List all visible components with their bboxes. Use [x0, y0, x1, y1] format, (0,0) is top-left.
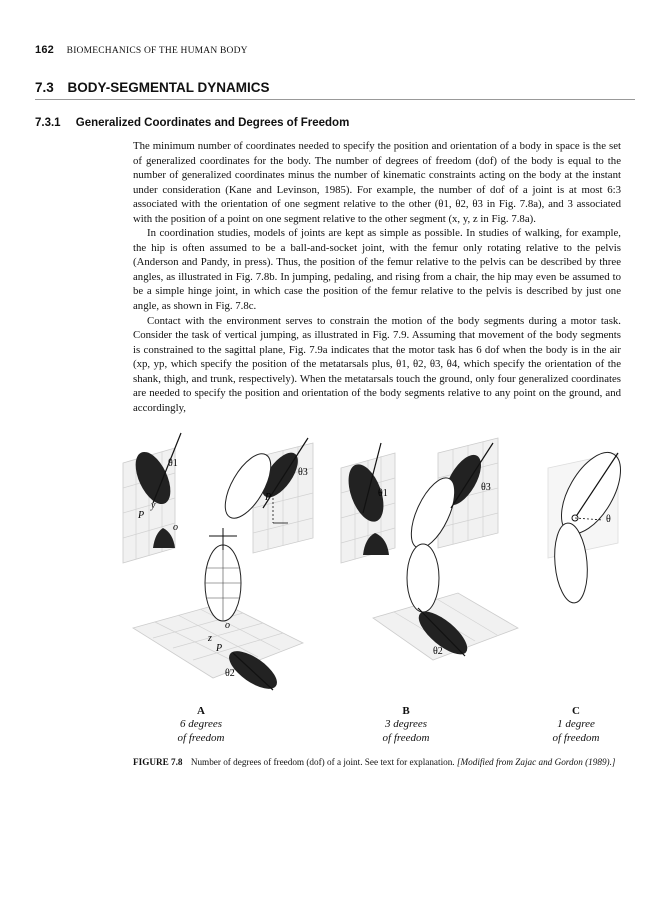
- label-theta1-b: θ1: [378, 488, 388, 499]
- running-head: [35, 44, 635, 56]
- paragraph-1: The minimum number of coordinates needed to specify the position and orientation of a body in space is the set of generalized coordinates for the body. The number of degrees of freedom (dof) of the body is equal to the number of generalized coordinates minus the number of kinematic constraints acting on the body at the instant under consideration (Kane and Levinson, 1985). For example, the number of dof of a joint is at most 6:3 associated with the orientation of one segment relative to the other (θ1, θ2, θ3 in Fig. 7.8a), and 3 associated with the position of a point on one segment relative to the other segment (x, y, z in Fig. 7.8a).: [133, 140, 621, 225]
- figure-caption-text: Number of degrees of freedom (dof) of a joint. See text for explanation.: [190, 757, 455, 767]
- paragraph-3: Contact with the environment serves to constrain the motion of the body segments during a motor task. Consider the task of vertical jumping, as illustrated in Fig. 7.9. Assuming that movement of the body segments is constrained to the sagittal plane, Fig. 7.9a indicates that the motor task has 6 dof when the body is in the air (xp, yp, which specify the position of the metatarsals plus, θ1, θ2, θ3, θ4, which specify the orientation of the shank, thigh, and trunk, respectively). When the metatarsals touch the ground, only four generalized coordinates are needed to specify the position and orientation of the body segments relative to any point on the ground, and accordingly,: [133, 314, 621, 414]
- joint-dof-illustration: [113, 428, 633, 698]
- label-theta1-a: θ1: [168, 458, 178, 469]
- label-p-upper-a: P: [265, 492, 272, 503]
- panel-c-illustration: [548, 443, 633, 604]
- paragraph-2: In coordination studies, models of joints are kept as simple as possible. In studies of walking, for example, the hip is often assumed to be a ball-and-socket joint, with the femur only rotating relative to the pelvis (Anderson and Pandy, in press). Thus, the position of the femur relative to the pelvis can be described by three angles, as illustrated in Fig. 7.8b. In jumping, pedaling, and rising from a chair, the hip may even be assumed to be a simple hinge joint, in which case the position of the femur relative to the pelvis is described by just one angle, as shown in Fig. 7.8c.: [133, 227, 621, 313]
- panel-b-line2: of freedom: [382, 732, 430, 744]
- figure-7-8: [113, 428, 633, 698]
- label-theta2-a: θ2: [225, 668, 235, 679]
- label-theta2-b: θ2: [433, 646, 443, 657]
- section-heading: [35, 80, 635, 100]
- panel-b-illustration: [341, 438, 518, 661]
- label-theta3-b: θ3: [481, 482, 491, 493]
- panel-b-caption: [341, 705, 471, 745]
- figure-caption-label: FIGURE 7.8: [133, 757, 183, 767]
- label-p-a: P: [138, 510, 145, 521]
- panel-b-line1: 3 degrees: [384, 718, 428, 730]
- section-number: 7.3: [35, 80, 54, 95]
- body-text: [133, 139, 621, 415]
- label-theta-c: θ: [606, 514, 611, 525]
- panel-b-letter: B: [402, 705, 410, 717]
- figure-caption-source: [Modified from Zajac and Gordon (1989).]: [456, 757, 616, 767]
- label-y-a: y: [151, 500, 156, 511]
- subsection-heading: [35, 117, 635, 129]
- label-o-a: o: [173, 522, 178, 533]
- panel-c-line2: of freedom: [552, 732, 600, 744]
- section-title: BODY-SEGMENTAL DYNAMICS: [67, 80, 270, 95]
- label-z-a: z: [208, 633, 212, 644]
- book-title: BIOMECHANICS OF THE HUMAN BODY: [66, 46, 248, 56]
- panel-a-line1: 6 degrees: [179, 718, 223, 730]
- panel-a-line2: of freedom: [177, 732, 225, 744]
- panel-a-caption: [136, 705, 266, 745]
- page-number: 162: [35, 44, 54, 56]
- panel-a-letter: A: [197, 705, 205, 717]
- subsection-number: 7.3.1: [35, 117, 61, 129]
- panel-c-line1: 1 degree: [557, 718, 595, 730]
- panel-c-letter: C: [572, 705, 580, 717]
- subsection-title: Generalized Coordinates and Degrees of Freedom: [75, 117, 350, 129]
- panel-c-caption: [511, 705, 641, 745]
- figure-caption: [133, 756, 623, 769]
- label-p-lower-a: P: [216, 643, 223, 654]
- label-o-lower-a: o: [225, 620, 230, 631]
- panel-a-illustration: [123, 433, 313, 696]
- label-theta3-a: θ3: [298, 467, 308, 478]
